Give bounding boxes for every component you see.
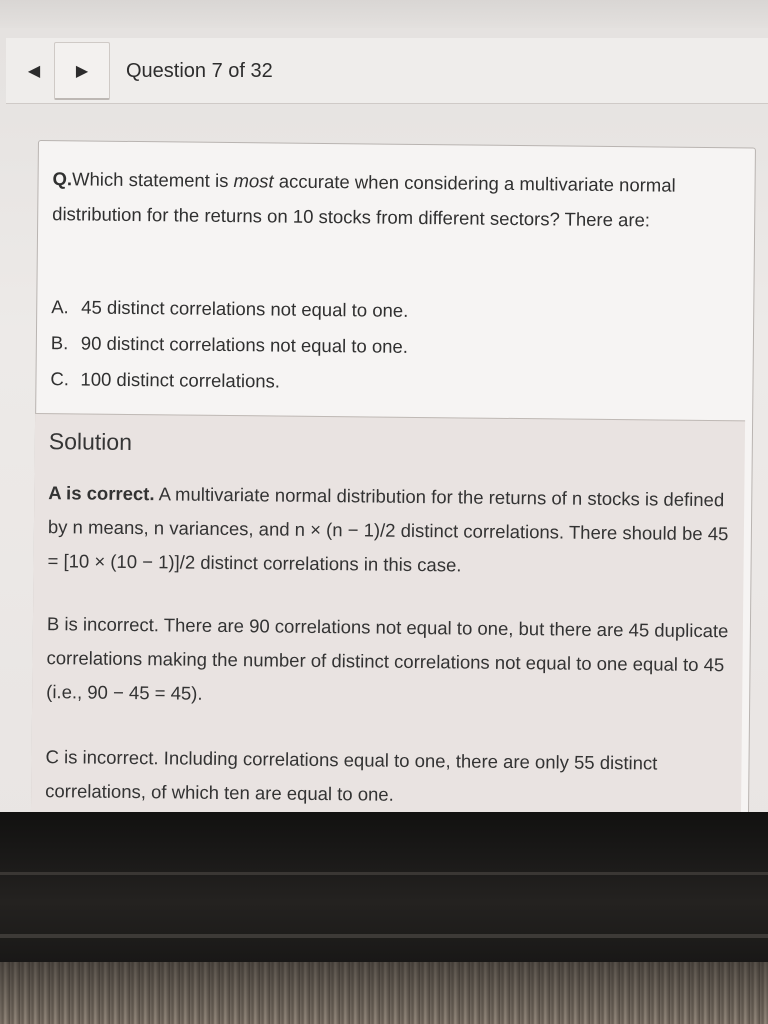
solution-paragraph-b: B is incorrect. There are 90 correlations not equal to one, but there are 45 duplicate correlations making the number of distinct correlations not equal to one equal to 45 (i.e., 90 − 45 = 45). [46, 613, 729, 704]
option-letter: A. [51, 296, 69, 318]
question-counter: Question 7 of 32 [126, 60, 273, 82]
option-text: 45 distinct correlations not equal to one. [81, 296, 409, 321]
top-bar [0, 0, 768, 28]
answer-option-c[interactable] [50, 361, 710, 404]
bezel-edge [0, 872, 768, 875]
question-nav-bar [6, 38, 768, 104]
next-question-button[interactable] [54, 42, 110, 100]
question-card [31, 140, 756, 840]
answer-options [50, 289, 711, 404]
desk-shadow [0, 962, 768, 1024]
solution-paragraph-a [47, 476, 738, 585]
option-text: 100 distinct correlations. [80, 368, 281, 392]
option-text: 90 distinct correlations not equal to one. [80, 332, 409, 357]
chevron-left-icon: ◀ [27, 63, 41, 80]
option-letter: C. [50, 368, 70, 390]
solution-a-text: A multivariate normal distribution for the returns of n stocks is defined by n means, n variances, and n × (n − 1)/2 distinct correlations. There should be 45 = [10 × (10 − 1)]/2 distinct correlations in this case. [47, 483, 729, 576]
bezel-edge [0, 934, 768, 938]
question-emphasis: most [233, 170, 274, 192]
solution-a-verdict: A is correct. [48, 482, 155, 505]
option-letter: B. [50, 332, 69, 354]
question-text-part2: accurate when considering a multivariate normal distribution for the returns on 10 stocks from different sectors? There are: [52, 170, 676, 231]
question-text [52, 161, 733, 238]
solution-heading: Solution [48, 428, 133, 455]
question-text-part1: Which statement is [72, 168, 234, 192]
chevron-right-icon: ▶ [75, 62, 89, 80]
solution-paragraph-c: C is incorrect. Including correlations equal to one, there are only 55 distinct correlations, of which ten are equal to one. [45, 746, 658, 805]
monitor-bezel [0, 812, 768, 962]
question-prefix: Q. [52, 168, 73, 190]
solution-panel [31, 413, 746, 840]
